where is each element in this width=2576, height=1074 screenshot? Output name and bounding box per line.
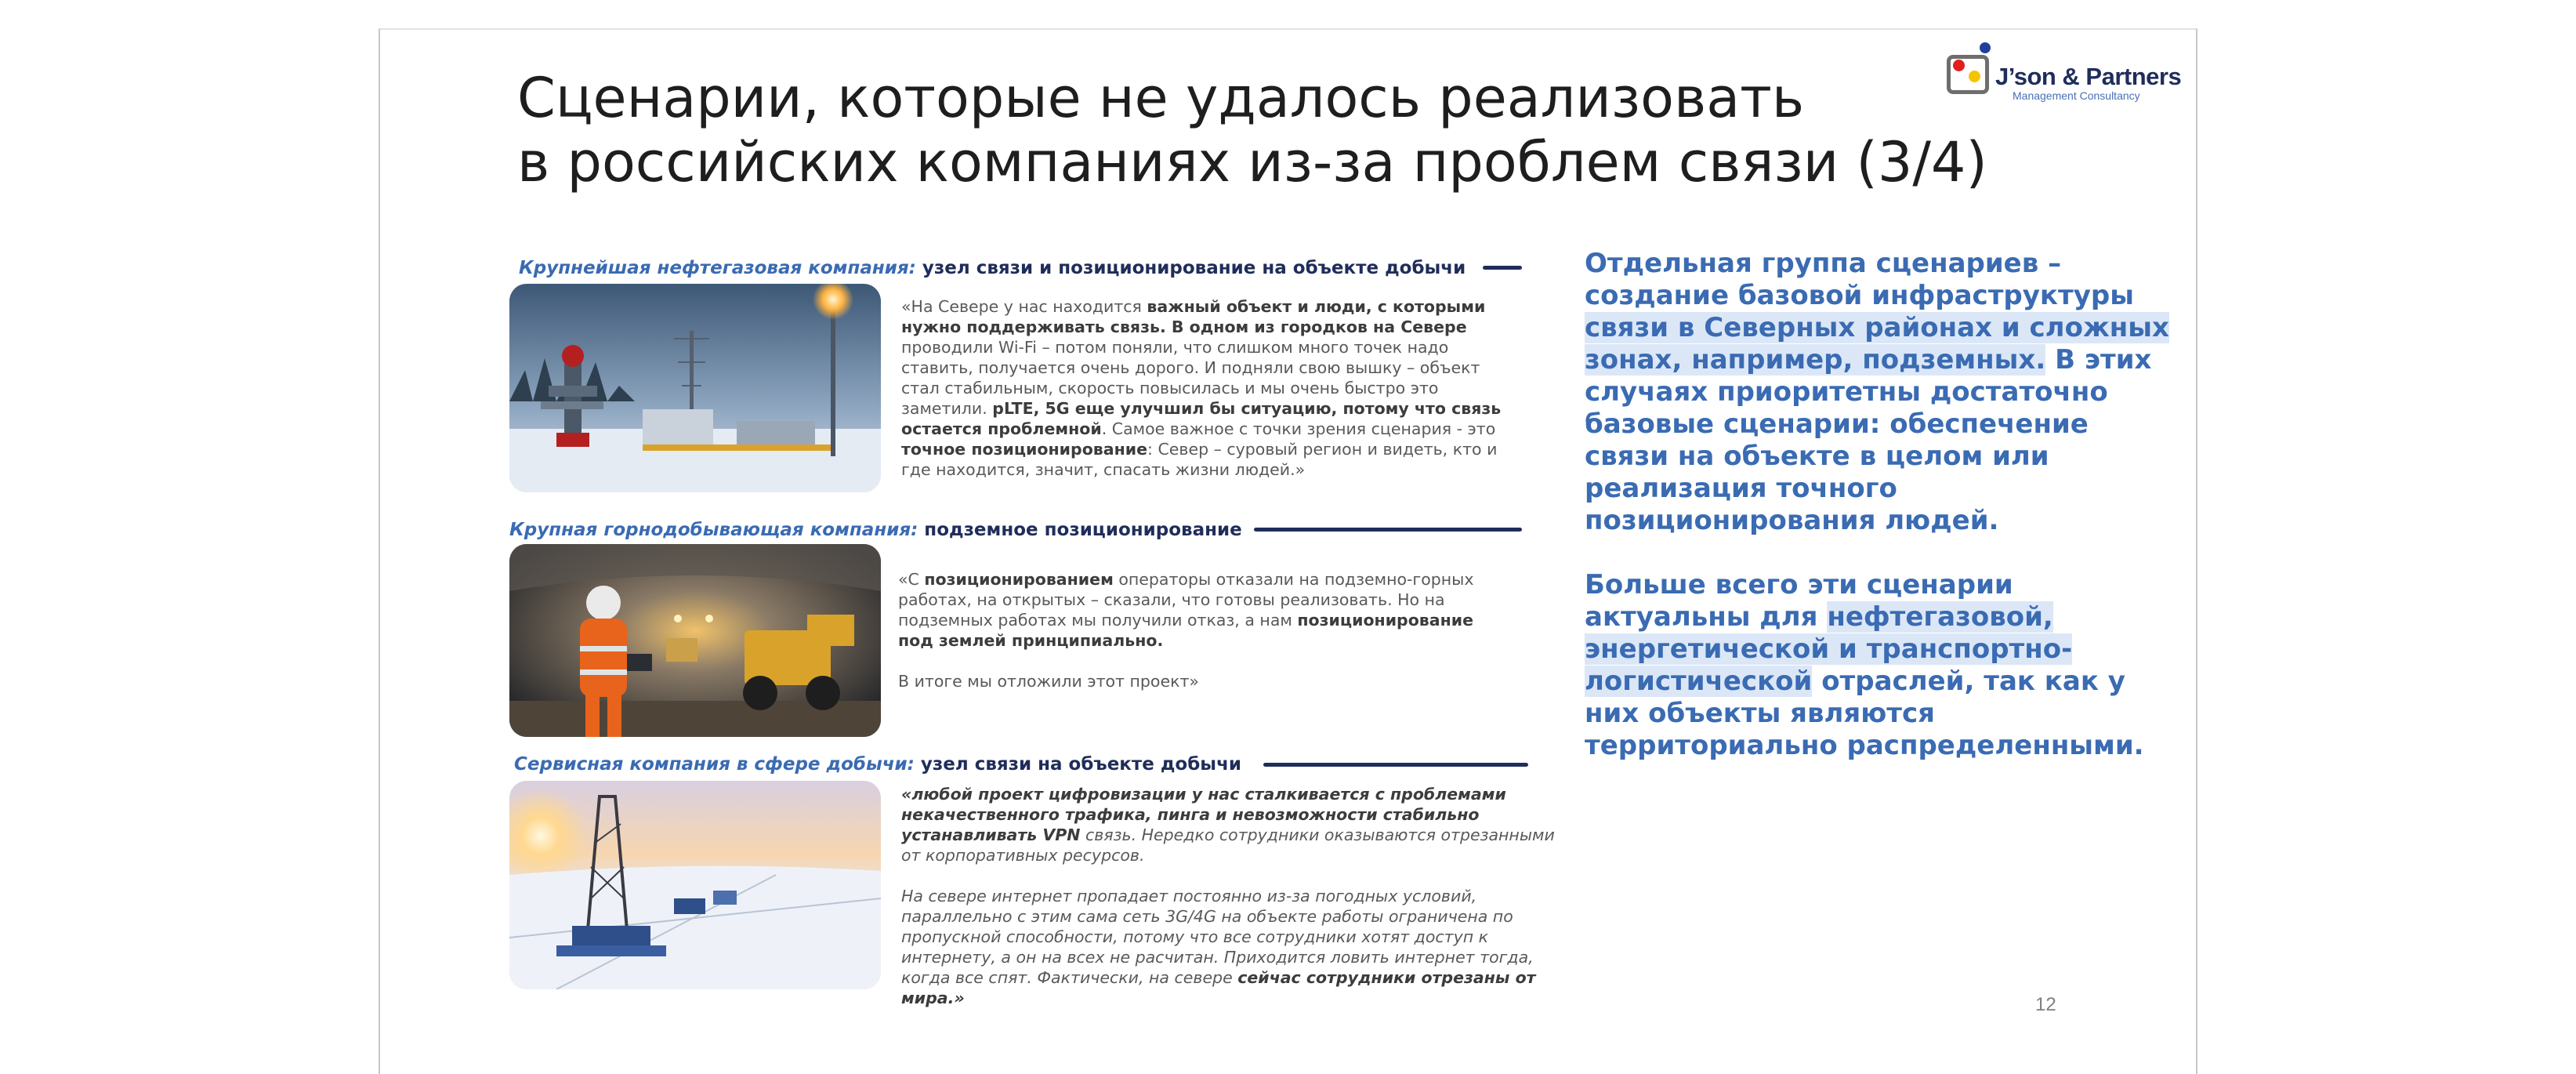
case-2-quote-text — [898, 569, 1494, 651]
case-2-heading — [509, 520, 1242, 540]
case-3-photo — [509, 781, 881, 989]
title-line-2: в российских компаниях из-за проблем связи (3/4) — [517, 130, 1987, 194]
case-2-quote-conclusion: В итоге мы отложили этот проект» — [898, 672, 1199, 691]
commentary-2-text-b: отраслей, так как у них объекты являются территориально распределенными. — [1585, 666, 2144, 761]
commentary-1-text-a: Отдельная группа сценариев – создание базовой инфраструктуры — [1585, 248, 2134, 311]
commentary-1-highlight: связи в Северных районах и сложных зонах, например, подземных. — [1585, 312, 2169, 376]
commentary-panel — [1585, 248, 2180, 794]
case-3-company: Сервисная компания в сфере добычи: — [514, 754, 915, 775]
case-3-quote — [901, 784, 1567, 1029]
commentary-paragraph-2 — [1585, 569, 2180, 762]
case-3-quote-cont-run: На севере интернет пропадает постоянно из-за погодных условий, параллельно с этим сама сеть 3G/4G на объекте работы ограничена по пропускной способности, потому что все сотрудники хотят доступ к интернету, а он на всех не расчитан. Приходится ловить интернет тогда, когда все спят. Фактически, на севере — [901, 887, 1534, 987]
commentary-1-text-b: В этих случаях приоритетны достаточно базовые сценарии: обеспечение связи на объекте в целом или реализация точного позиционирования людей. — [1585, 344, 2152, 536]
case-1-rule — [1483, 266, 1522, 270]
case-1-quote-run: точное позиционирование — [901, 440, 1148, 459]
case-3-quote-text — [901, 784, 1567, 865]
company-logo — [1944, 36, 2182, 107]
case-1-quote-run: проводили Wi-Fi – потом поняли, что слишком много точек надо ставить, получается очень дорого. И подняли свою вышку – объект стал стабильным, скорость повысилась и мы очень быстро это заметили. — [901, 338, 1480, 418]
commentary-paragraph-1 — [1585, 248, 2180, 537]
title-line-1: Сценарии, которые не удалось реализовать — [517, 66, 1805, 130]
case-2-topic: подземное позиционирование — [918, 520, 1242, 540]
case-1-photo — [509, 284, 881, 492]
case-1-topic: узел связи и позиционирование на объекте добычи — [915, 258, 1466, 278]
case-3-quote-run: связь. Нередко сотрудники оказываются отрезанными от корпоративных ресурсов. — [901, 825, 1555, 865]
logo-red-dot-icon — [1953, 60, 1965, 71]
logo-subtitle: Management Consultancy — [2013, 89, 2140, 102]
case-2-quote-run: позиционированием — [924, 570, 1114, 589]
commentary-2-text-a: Больше всего эти сценарии актуальны для — [1585, 569, 2013, 633]
case-2-rule — [1254, 528, 1522, 532]
case-3-quote-run: «любой проект цифровизации у нас сталкивается с проблемами некачественного трафика, пинга и невозможности стабильно устанавливать VPN — [901, 785, 1506, 844]
case-1-quote-run: «На Севере у нас находится — [901, 297, 1147, 316]
case-3-rule — [1263, 763, 1528, 767]
case-1-quote-text — [901, 296, 1513, 480]
case-1-heading — [519, 258, 1466, 278]
case-1-quote-run: : Север – суровый регион и видеть, кто и где находится, значит, спасать жизни людей.» — [901, 440, 1498, 479]
commentary-2-highlight: нефтегазовой, энергетической и транспортно-логистической — [1585, 601, 2073, 697]
slide-title — [517, 66, 1987, 194]
page-number: 12 — [2035, 994, 2056, 1015]
case-2-quote-run: «С — [898, 570, 925, 589]
case-1-quote — [901, 296, 1513, 500]
logo-name: J’son & Partners — [1995, 63, 2182, 90]
case-3-quote-continuation — [901, 886, 1567, 1008]
case-3-topic: узел связи на объекте добычи — [914, 754, 1241, 775]
case-3-quote-cont-run: сейчас сотрудники отрезаны от мира.» — [901, 968, 1536, 1007]
case-2-photo — [509, 544, 881, 737]
case-2-quote-run: операторы отказали на подземно-горных работах, на открытых – сказали, что готовы реализовать. Но на подземных работах мы получили отказ, а нам — [898, 570, 1474, 630]
case-1-quote-run: . Самое важное с точки зрения сценария - это — [1101, 419, 1496, 438]
case-2-company: Крупная горнодобывающая компания: — [509, 520, 918, 540]
case-1-quote-run: pLTE, 5G еще улучшил бы ситуацию, потому что связь остается проблемной — [901, 399, 1502, 438]
logo-frame-icon — [1947, 55, 1989, 94]
case-2-quote-run: позиционирование под землей принципиально. — [898, 611, 1474, 650]
case-2-quote — [898, 569, 1494, 712]
case-1-quote-run: важный объект и люди, с которыми нужно поддерживать связь. В одном из городков на Севере — [901, 297, 1486, 336]
case-1-company: Крупнейшая нефтегазовая компания: — [519, 258, 916, 278]
logo-yellow-dot-icon — [1969, 71, 1980, 82]
logo-blue-dot-icon — [1980, 42, 1991, 53]
case-3-heading — [514, 754, 1241, 775]
